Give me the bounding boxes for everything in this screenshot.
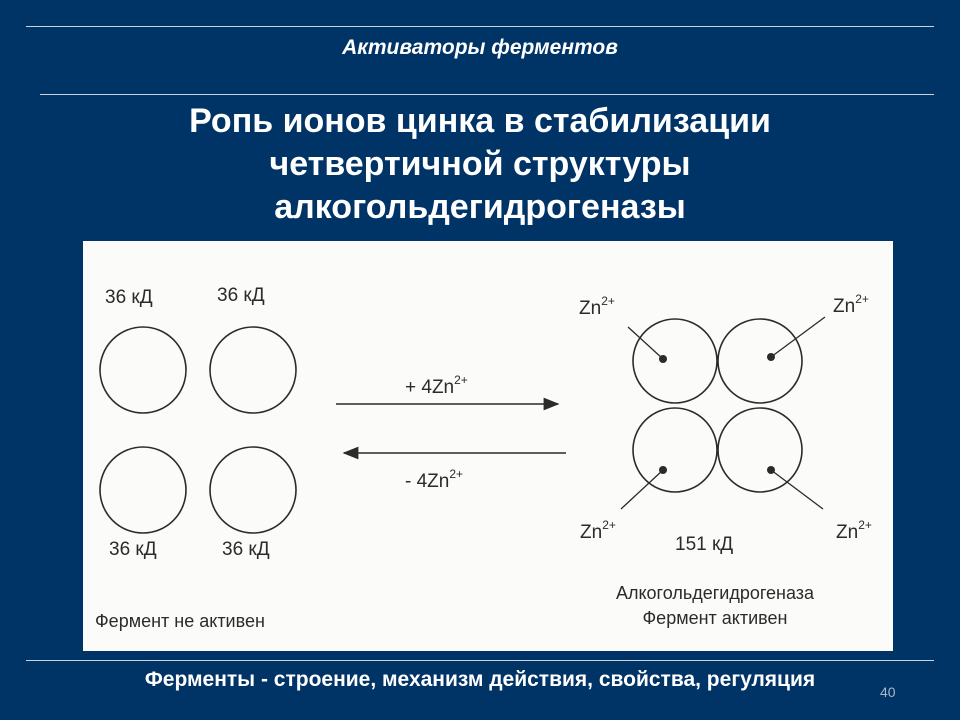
zinc-label-3-base: Zn [580, 522, 603, 543]
forward-arrow-prefix: + 4Zn [405, 377, 455, 398]
active-subunit-4 [718, 408, 802, 492]
zinc-label-2 [833, 292, 869, 317]
inactive-subunit-3 [100, 447, 186, 533]
zinc-label-4 [836, 518, 872, 543]
zinc-label-1 [579, 294, 615, 319]
inactive-subunit-1 [100, 327, 186, 413]
footer-rule [26, 660, 934, 661]
inactive-subunit-2 [210, 327, 296, 413]
zinc-label-1-charge: 2+ [601, 294, 615, 308]
active-subunit-1 [633, 319, 717, 403]
active-subunit-3 [633, 408, 717, 492]
slide-header: Активаторы ферментов [342, 36, 618, 59]
zinc-adh-figure [83, 241, 893, 651]
inactive-subunit-label-2: 36 кД [217, 285, 265, 306]
inactive-subunit-4 [210, 447, 296, 533]
reverse-arrow-charge: 2+ [449, 467, 464, 481]
slide-title [80, 100, 880, 229]
forward-arrow-charge: 2+ [454, 373, 468, 387]
inactive-caption: Фермент не активен [95, 611, 265, 631]
zinc-label-2-charge: 2+ [855, 292, 869, 306]
zinc-pointer-4 [771, 470, 823, 509]
zinc-label-4-charge: 2+ [858, 518, 872, 532]
header-bottom-rule [40, 94, 934, 95]
zinc-label-4-base: Zn [836, 522, 859, 543]
page-number: 40 [880, 684, 896, 700]
header-top-rule [26, 26, 934, 27]
slide-title-line-1: Ропь ионов цинка в стабилизации [189, 102, 771, 140]
active-mass-label: 151 кД [675, 534, 734, 555]
active-subunit-2 [718, 319, 802, 403]
reverse-arrow-label [405, 467, 463, 492]
enzyme-name: Алкогольдегидрогеназа [615, 583, 815, 603]
zinc-label-3-charge: 2+ [602, 518, 616, 532]
forward-arrow-label [405, 373, 468, 398]
zinc-adh-diagram [83, 241, 893, 651]
slide-footer: Ферменты - строение, механизм действия, свойства, регуляция [144, 668, 816, 691]
inactive-subunit-label-1: 36 кД [105, 287, 153, 308]
zinc-label-1-base: Zn [579, 298, 602, 319]
active-caption: Фермент активен [642, 608, 788, 628]
slide-title-line-3: алкогольдегидрогеназы [274, 188, 686, 226]
zinc-label-3 [580, 518, 616, 543]
slide-title-line-2: четвертичной структуры [269, 145, 691, 183]
inactive-subunit-label-3: 36 кД [109, 539, 157, 560]
inactive-subunit-label-4: 36 кД [222, 539, 270, 560]
reverse-arrow-prefix: - 4Zn [405, 471, 450, 492]
zinc-label-2-base: Zn [833, 296, 856, 317]
